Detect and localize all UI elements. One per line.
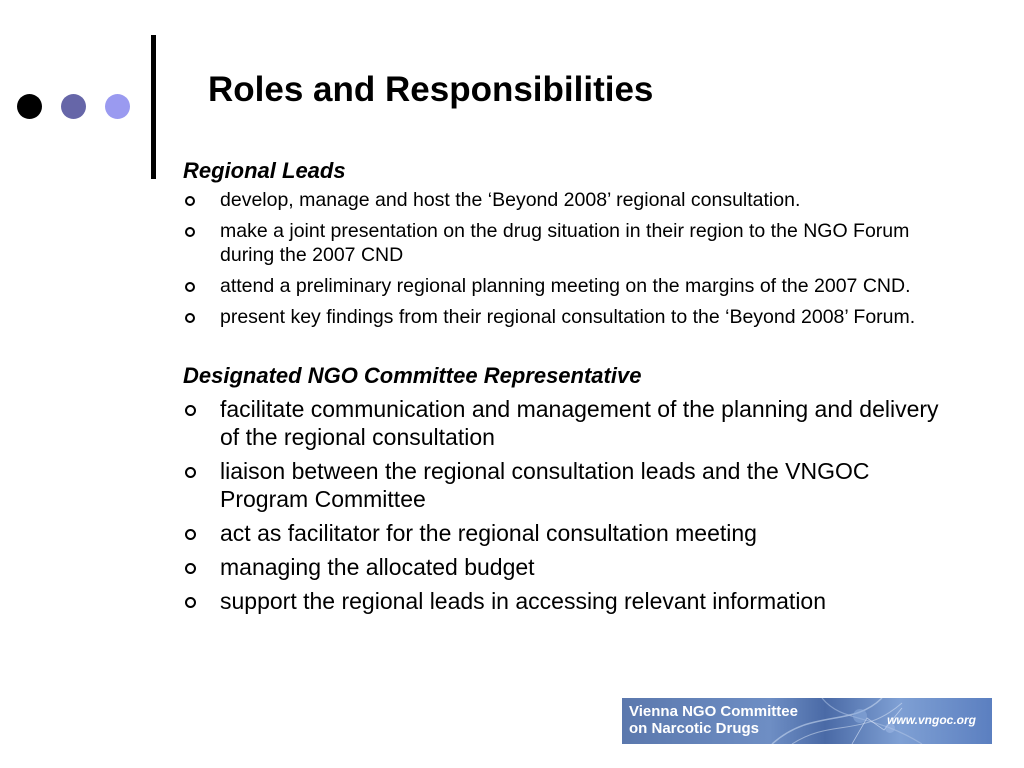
- bullet-list: [183, 188, 963, 329]
- bullet-text: facilitate communication and management of the planning and delivery of the regional consultation: [220, 396, 939, 450]
- logo-organization-name: [629, 703, 798, 737]
- section-heading: Designated NGO Committee Representative: [183, 363, 642, 388]
- hollow-circle-bullet-icon: [185, 227, 195, 237]
- hollow-circle-bullet-icon: [185, 196, 195, 206]
- bullet-text: managing the allocated budget: [220, 554, 535, 580]
- bullet-text: act as facilitator for the regional consultation meeting: [220, 520, 757, 546]
- hollow-circle-bullet-icon: [185, 529, 196, 540]
- vngoc-logo-banner: [622, 698, 992, 744]
- logo-website-url: www.vngoc.org: [887, 713, 976, 727]
- hollow-circle-bullet-icon: [185, 405, 196, 416]
- hollow-circle-bullet-icon: [185, 282, 195, 292]
- logo-name-line-2: on Narcotic Drugs: [629, 720, 760, 737]
- slide-title: Roles and Responsibilities: [208, 70, 654, 109]
- bullet-text: liaison between the regional consultation leads and the VNGOC Program Committee: [220, 458, 870, 512]
- hollow-circle-bullet-icon: [185, 563, 196, 574]
- decorative-dot-lavender: [105, 94, 130, 119]
- bullet-text: present key findings from their regional consultation to the ‘Beyond 2008’ Forum.: [220, 306, 916, 328]
- logo-name-line-1: Vienna NGO Committee: [629, 703, 798, 720]
- slide-body: [183, 156, 963, 615]
- bullet-item: [183, 188, 963, 212]
- hollow-circle-bullet-icon: [185, 597, 196, 608]
- title-divider-line: [151, 35, 156, 179]
- bullet-item: [183, 457, 963, 513]
- bullet-item: [183, 553, 963, 581]
- bullet-text: develop, manage and host the ‘Beyond 2008’ regional consultation.: [220, 189, 801, 211]
- bullet-text: attend a preliminary regional planning meeting on the margins of the 2007 CND.: [220, 275, 911, 297]
- bullet-item: [183, 395, 963, 451]
- bullet-item: [183, 519, 963, 547]
- bullet-item: [183, 587, 963, 615]
- section-ngo-committee-representative: [183, 361, 963, 615]
- bullet-text: make a joint presentation on the drug situation in their region to the NGO Forum during the 2007 CND: [220, 220, 910, 266]
- section-heading: Regional Leads: [183, 158, 346, 183]
- hollow-circle-bullet-icon: [185, 313, 195, 323]
- decorative-dot-black: [17, 94, 42, 119]
- bullet-item: [183, 305, 963, 329]
- bullet-list: [183, 395, 963, 615]
- section-regional-leads: [183, 156, 963, 329]
- bullet-item: [183, 274, 963, 298]
- decorative-dot-slate: [61, 94, 86, 119]
- bullet-text: support the regional leads in accessing relevant information: [220, 588, 827, 614]
- bullet-item: [183, 219, 963, 267]
- hollow-circle-bullet-icon: [185, 467, 196, 478]
